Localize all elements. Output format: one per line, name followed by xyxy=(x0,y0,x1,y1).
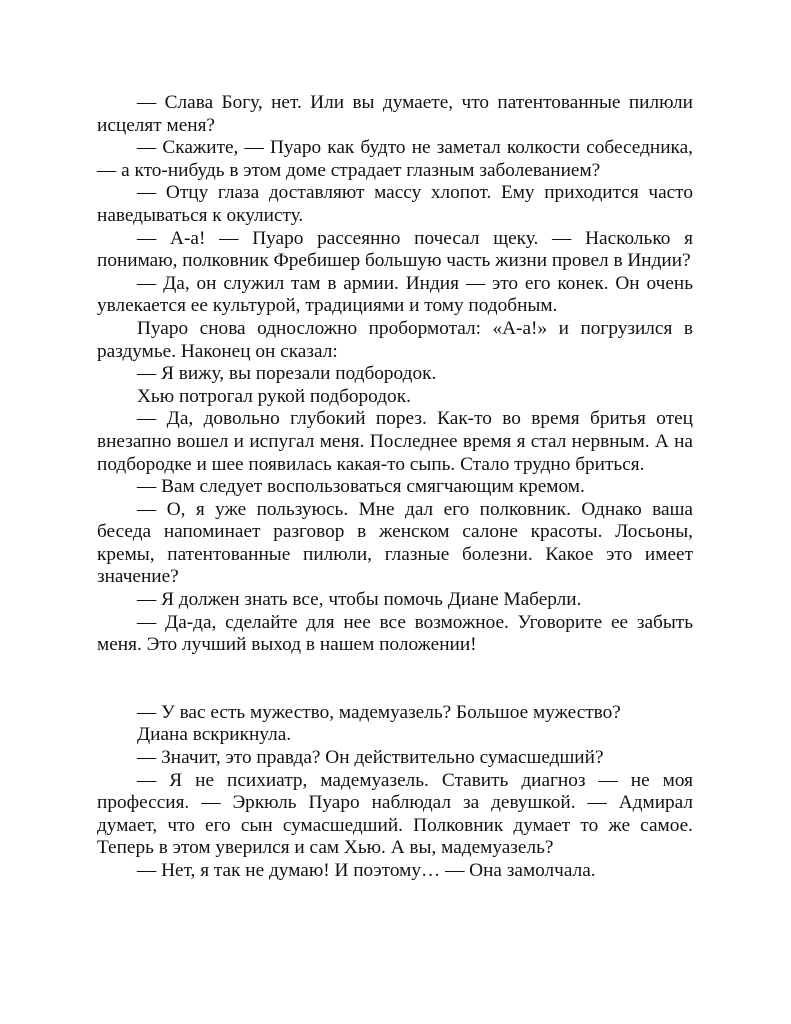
paragraph: — Да, он служил там в армии. Индия — это его конек. Он очень увлекается ее культурой, традициями и тому подобным. xyxy=(97,272,693,317)
paragraph: — Да, довольно глубокий порез. Как-то во время бритья отец внезапно вошел и испугал меня. Последнее время я стал нервным. А на подбородке и шее появилась какая-то сыпь. Стало трудно бриться. xyxy=(97,408,693,475)
paragraph: — Вам следует воспользоваться смягчающим кремом. xyxy=(137,476,585,498)
paragraph: Хью потрогал рукой подбородок. xyxy=(137,385,411,407)
paragraph: — Отцу глаза доставляют массу хлопот. Ему приходится часто наведываться к окулисту. xyxy=(97,182,693,226)
paragraph: — Да-да, сделайте для нее все возможное. Уговорите ее забыть меня. Это лучший выход в нашем положении! xyxy=(97,611,693,656)
text-section-1 xyxy=(97,92,693,657)
paragraph: — У вас есть мужество, мадемуазель? Большое мужество? xyxy=(137,701,621,723)
paragraph: — Скажите, — Пуаро как будто не заметал колкости собеседника, — а кто-нибудь в этом доме страдает глазным заболеванием? xyxy=(97,137,693,181)
document-page xyxy=(97,92,693,883)
paragraph: — Я должен знать все, чтобы помочь Диане Маберли. xyxy=(137,589,582,611)
paragraph: — Нет, я так не думаю! И поэтому… — Она замолчала. xyxy=(137,860,596,881)
paragraph: Пуаро снова односложно пробормотал: «А-а!» и погрузился в раздумье. Наконец он сказал: xyxy=(97,317,693,362)
paragraph: Диана вскрикнула. xyxy=(137,724,292,746)
paragraph: — Я не психиатр, мадемуазель. Ставить диагноз — не моя профессия. — Эркюль Пуаро наблюдал за девушкой. — Адмирал думает, что его сын сумасшедший. Полковник думает то же самое. Теперь в этом уверился и сам Хью. А вы, мадемуазель? xyxy=(97,769,693,859)
paragraph: — Значит, это правда? Он действительно сумасшедший? xyxy=(137,747,604,769)
paragraph: — Слава Богу, нет. Или вы думаете, что патентованные пилюли исцелят меня? xyxy=(97,92,693,136)
text-section-2 xyxy=(97,702,693,883)
paragraph: — О, я уже пользуюсь. Мне дал его полковник. Однако ваша беседа напоминает разговор в женском салоне красоты. Лосьоны, кремы, патентованные пилюли, глазные болезни. Какое это имеет значение? xyxy=(97,498,693,588)
paragraph: — А-а! — Пуаро рассеянно почесал щеку. — Насколько я понимаю, полковник Фребишер большую часть жизни провел в Индии? xyxy=(97,227,693,272)
paragraph: — Я вижу, вы порезали подбородок. xyxy=(137,363,437,385)
section-break xyxy=(97,657,693,702)
